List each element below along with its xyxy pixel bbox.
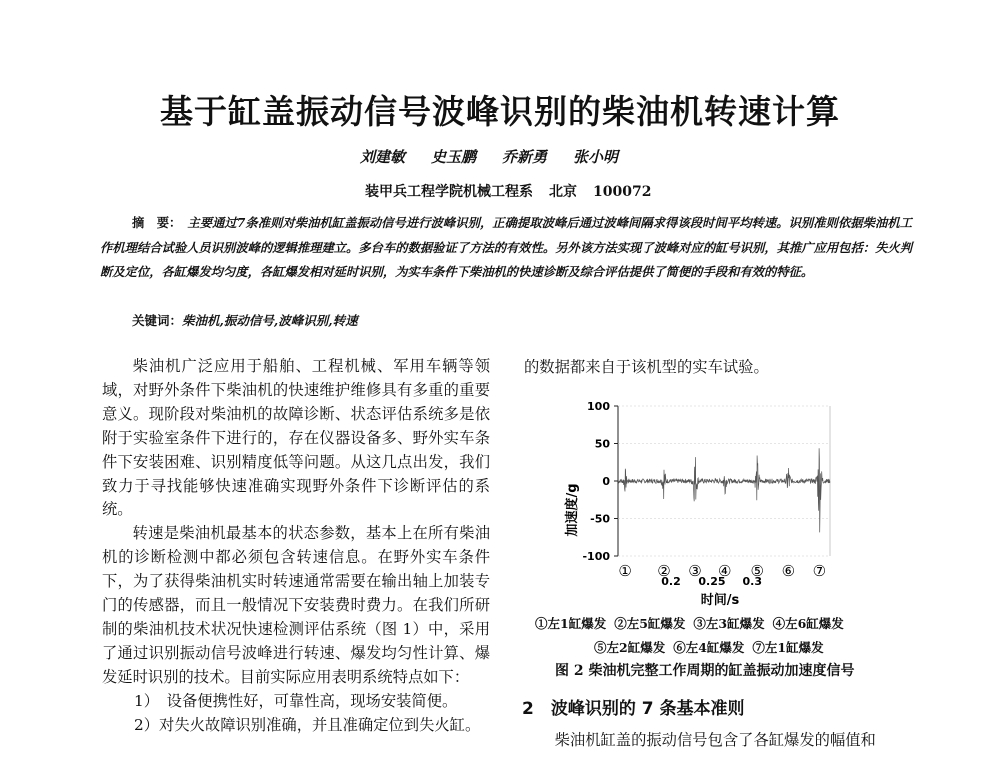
legend-entry: ⑤左2缸爆发 bbox=[594, 640, 666, 655]
legend-entry: ⑥左4缸爆发 bbox=[673, 640, 745, 655]
chart-markers bbox=[618, 562, 826, 580]
x-tick-label: 0.3 bbox=[742, 575, 763, 588]
body-paragraph: 柴油机广泛应用于船舶、工程机械、军用车辆等领域，对野外条件下柴油机的快速维护维修具有多重的重要意义。现阶段对柴油机的故障诊断、状态评估系统多是依附于实验室条件下进行的，存在仪器设备多、野外实车条件下安装困难、识别精度低等问题。从这几点出发，我们致力于寻找能够快速准确实现野外条件下诊断评估的系统。 bbox=[102, 357, 490, 519]
affiliation-zip: 100072 bbox=[593, 184, 652, 200]
author-list bbox=[360, 146, 644, 167]
y-tick-label: -100 bbox=[582, 550, 610, 563]
chart-ylabel: 加速度/g bbox=[565, 483, 580, 537]
y-tick-label: 50 bbox=[594, 437, 610, 451]
left-column bbox=[102, 355, 490, 738]
chart-signal bbox=[618, 448, 830, 532]
section-heading: 2 波峰识别的 7 条基本准则 bbox=[522, 699, 745, 719]
peak-marker: ④ bbox=[717, 562, 732, 580]
abstract-label: 摘 要： bbox=[132, 215, 182, 230]
keywords-text: 柴油机,振动信号,波峰识别,转速 bbox=[182, 313, 358, 328]
affiliation-city: 北京 bbox=[549, 184, 577, 200]
chart-legend-line-1 bbox=[535, 614, 915, 632]
legend-entry: ①左1缸爆发 bbox=[535, 616, 607, 631]
x-tick-label: 0.25 bbox=[698, 575, 726, 588]
keywords bbox=[132, 311, 358, 329]
vibration-chart bbox=[540, 392, 880, 612]
legend-entry: ③左3缸爆发 bbox=[693, 616, 765, 631]
author: 刘建敏 bbox=[360, 148, 406, 166]
legend-entry: ④左6缸爆发 bbox=[772, 616, 844, 631]
affiliation bbox=[365, 181, 667, 201]
peak-marker: ⑦ bbox=[812, 562, 827, 580]
author: 乔新勇 bbox=[502, 148, 548, 166]
affiliation-org: 装甲兵工程学院机械工程系 bbox=[365, 184, 533, 200]
peak-marker: ③ bbox=[688, 562, 702, 580]
peak-marker: ⑤ bbox=[750, 562, 764, 580]
abstract-text: 主要通过7条准则对柴油机缸盖振动信号进行波峰识别，正确提取波峰后通过波峰间隔求得该段时间平均转速。识别准则依据柴油机工作机理结合试验人员识别波峰的逻辑推理建立。多台车的数据验证了方法的有效性。另外该方法实现了波峰对应的缸号识别，其推广应用包括：失火判断及定位，各缸爆发均匀度，各缸爆发相对延时识别，为实车条件下柴油机的快速诊断及综合评估提供了简便的手段和有效的特征。 bbox=[100, 215, 912, 279]
peak-marker: ② bbox=[657, 562, 671, 580]
y-tick-label: -50 bbox=[590, 512, 610, 526]
paper-title: 基于缸盖振动信号波峰识别的柴油机转速计算 bbox=[160, 92, 840, 131]
legend-entry: ②左5缸爆发 bbox=[614, 616, 686, 631]
body-paragraph: 转速是柴油机最基本的状态参数，基本上在所有柴油机的诊断检测中都必须包含转速信息。在野外实车条件下，为了获得柴油机实时转速通常需要在输出轴上加装专门的传感器，而且一般情况下安装费时费力。在我们所研制的柴油机技术状况快速检测评估系统（图 1）中，采用了通过识别振动信号波峰进行转速、爆发均匀性计算、爆发延时识别的技术。目前实际应用表明系统特点如下： bbox=[102, 524, 490, 686]
chart-xlabel: 时间/s bbox=[700, 593, 740, 608]
chart-legend-line-2 bbox=[594, 638, 914, 656]
figure-caption: 图 2 柴油机完整工作周期的缸盖振动加速度信号 bbox=[555, 663, 855, 679]
list-item: 1） 设备便携性好，可靠性高，现场安装简便。 bbox=[134, 691, 458, 710]
author: 张小明 bbox=[573, 148, 619, 166]
y-tick-label: 0 bbox=[602, 475, 610, 488]
author: 史玉鹏 bbox=[431, 148, 477, 166]
peak-marker: ⑥ bbox=[781, 562, 796, 580]
legend-entry: ⑦左1缸爆发 bbox=[752, 640, 824, 655]
signal-trace bbox=[618, 448, 830, 532]
keywords-label: 关键词： bbox=[132, 313, 183, 328]
peak-marker: ① bbox=[618, 562, 632, 580]
abstract bbox=[100, 211, 912, 285]
section-paragraph: 柴油机缸盖的振动信号包含了各缸爆发的幅值和 bbox=[554, 731, 876, 749]
list-item: 2）对失火故障识别准确，并且准确定位到失火缸。 bbox=[134, 715, 481, 734]
y-tick-label: 100 bbox=[587, 400, 610, 413]
right-column-continuation: 的数据都来自于该机型的实车试验。 bbox=[524, 358, 769, 376]
x-tick-label: 0.2 bbox=[661, 575, 681, 588]
chart-ticks bbox=[582, 400, 762, 588]
